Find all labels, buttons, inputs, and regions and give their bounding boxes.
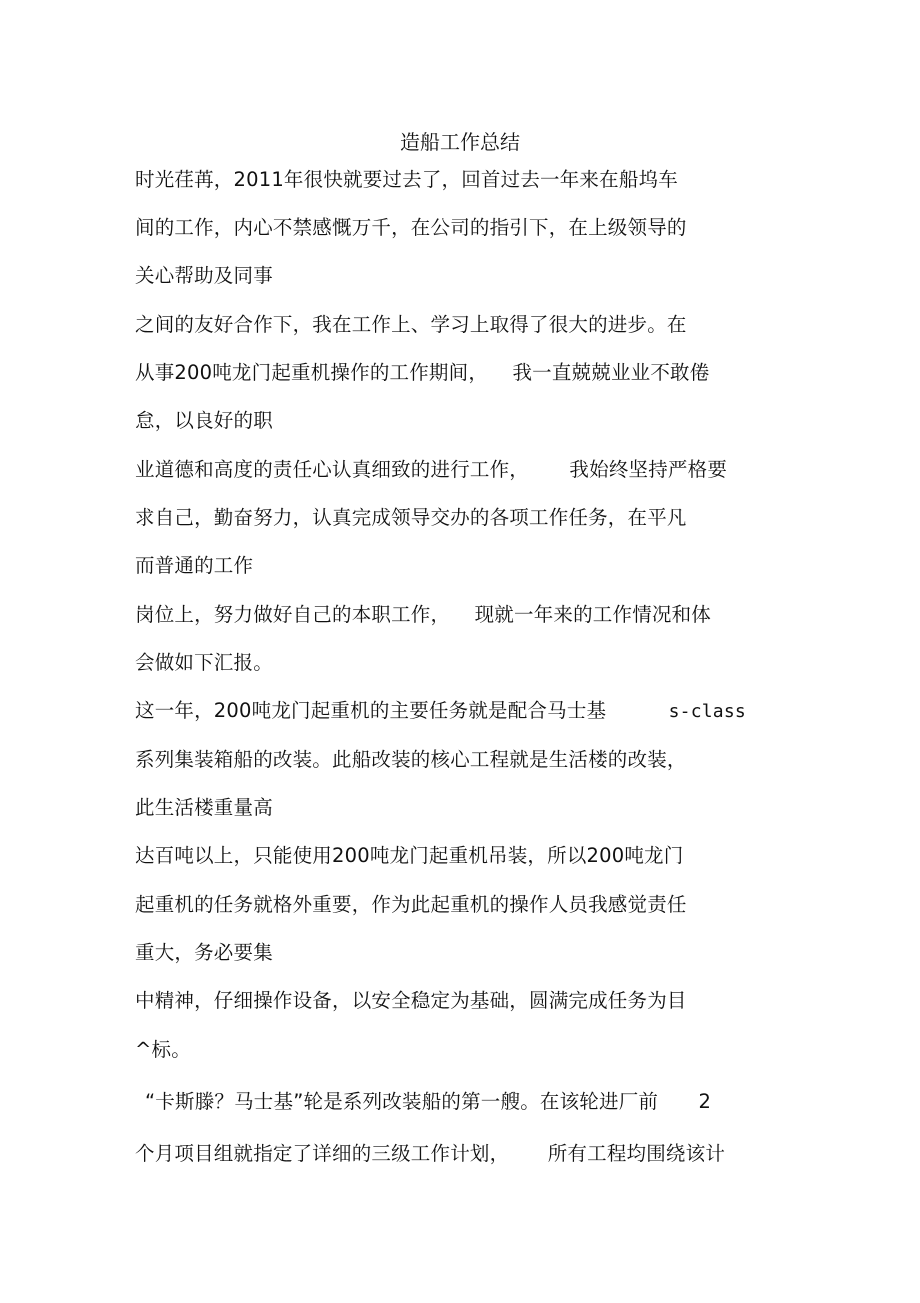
text-line (135, 939, 273, 967)
text-line (135, 407, 273, 435)
text-line (135, 987, 687, 1015)
text-segment: 业道德和高度的责任心认真细致的进行工作， (135, 458, 530, 481)
text-segment: 系列集装箱船的改装。此船改装的核心工程就是生活楼的改装， (135, 748, 687, 771)
text-line (135, 746, 687, 774)
text-segment: 我始终坚持严格要 (569, 458, 728, 481)
text-segment: “卡斯滕？马士基”轮是系列改装船的第一艘。在该轮进厂前 (145, 1090, 659, 1113)
text-segment: 这一年，200吨龙门起重机的主要任务就是配合马士基 (135, 699, 607, 722)
text-line (135, 842, 683, 870)
text-segment: 重大，务必要集 (135, 941, 273, 964)
text-segment: s-class (668, 701, 746, 722)
text-line (135, 1088, 711, 1116)
text-segment: 现就一年来的工作情况和体 (474, 603, 712, 626)
text-segment: 关心帮助及同事 (135, 264, 273, 287)
text-line (135, 262, 273, 290)
text-line (135, 359, 709, 387)
text-line (135, 1140, 725, 1168)
text-segment: 此生活楼重量高 (135, 796, 273, 819)
text-segment: 从事200吨龙门起重机操作的工作期间， (135, 361, 489, 384)
text-line (135, 166, 678, 194)
text-segment: 间的工作，内心不禁感慨万千，在公司的指引下，在上级领导的 (135, 216, 687, 239)
text-segment: 之间的友好合作下，我在工作上、学习上取得了很大的进步。在 (135, 313, 687, 336)
text-segment: 中精神，仔细操作设备，以安全稳定为基础，圆满完成任务为目 (135, 989, 687, 1012)
text-line (135, 649, 273, 677)
text-segment: 所有工程均围绕该计 (547, 1142, 726, 1165)
text-line (135, 794, 273, 822)
document-title: 造船工作总结 (400, 130, 520, 154)
text-line (135, 552, 253, 580)
text-segment: 时光荏苒，2011年很快就要过去了，回首过去一年来在船坞车 (135, 168, 678, 191)
text-line (135, 456, 727, 484)
text-line (135, 891, 687, 919)
text-line (135, 214, 687, 242)
text-line (135, 504, 687, 532)
text-segment: 会做如下汇报。 (135, 651, 273, 674)
text-segment: 我一直兢兢业业不敢倦 (512, 361, 710, 384)
text-segment: ^标。 (135, 1038, 191, 1061)
text-segment: 岗位上，努力做好自己的本职工作， (135, 603, 451, 626)
text-segment: 怠，以良好的职 (135, 409, 273, 432)
text-segment: 起重机的任务就格外重要，作为此起重机的操作人员我感觉责任 (135, 893, 687, 916)
text-line (135, 601, 711, 629)
text-segment: 2 (698, 1090, 712, 1113)
text-segment: 而普通的工作 (135, 554, 254, 577)
text-segment: 达百吨以上，只能使用200吨龙门起重机吊装，所以200吨龙门 (135, 844, 684, 867)
text-segment: 个月项目组就指定了详细的三级工作计划， (135, 1142, 510, 1165)
text-line (135, 1036, 191, 1064)
text-line (135, 311, 687, 339)
text-segment: 求自己，勤奋努力，认真完成领导交办的各项工作任务，在平凡 (135, 506, 687, 529)
text-line (135, 697, 746, 725)
